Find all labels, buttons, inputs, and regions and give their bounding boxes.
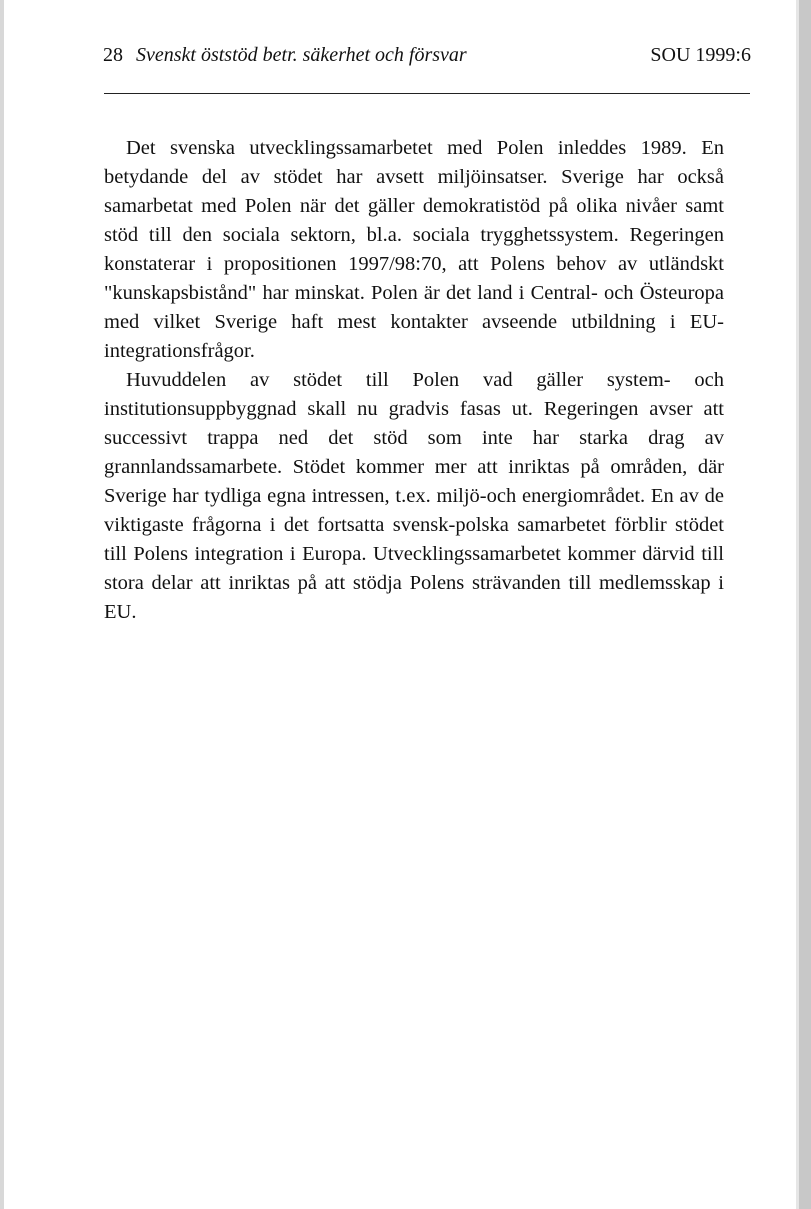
page-number: 28 [103, 44, 123, 66]
paragraph-2: Huvuddelen av stödet till Polen vad gäller system- och institutionsuppbyggnad skall nu gradvis fasas ut. Regeringen avser att successivt trappa ned det stöd som inte har starka drag av grannlandssamarbete. Stödet kommer mer att inriktas på områden, där Sverige har tydliga egna intressen, t.ex. miljö-och energiområdet. En av de viktigaste frågorna i det fortsatta svensk-polska samarbetet förblir stödet till Polens integration i Europa. Utvecklingssamarbetet kommer därvid till stora delar att inriktas på att stödja Polens strävanden till medlemsskap i EU. [104, 369, 724, 623]
running-head [103, 44, 751, 76]
scan-edge-left [0, 0, 4, 1209]
report-id: SOU 1999:6 [650, 44, 751, 66]
header-rule [104, 93, 750, 94]
scan-edge-right [799, 0, 811, 1209]
section-title: Svenskt öststöd betr. säkerhet och försvar [136, 44, 467, 66]
body-text [104, 134, 724, 627]
paragraph-1: Det svenska utvecklingssamarbetet med Polen inleddes 1989. En betydande del av stödet har avsett miljöinsatser. Sverige har också samarbetat med Polen när det gäller demokratistöd på olika nivåer samt stöd till den sociala sektorn, bl.a. sociala trygghetssystem. Regeringen konstaterar i propositionen 1997/98:70, att Polens behov av utländskt "kunskapsbistånd" har minskat. Polen är det land i Central- och Östeuropa med vilket Sverige haft mest kontakter avseende utbildning i EU-integrationsfrågor. [104, 137, 724, 362]
